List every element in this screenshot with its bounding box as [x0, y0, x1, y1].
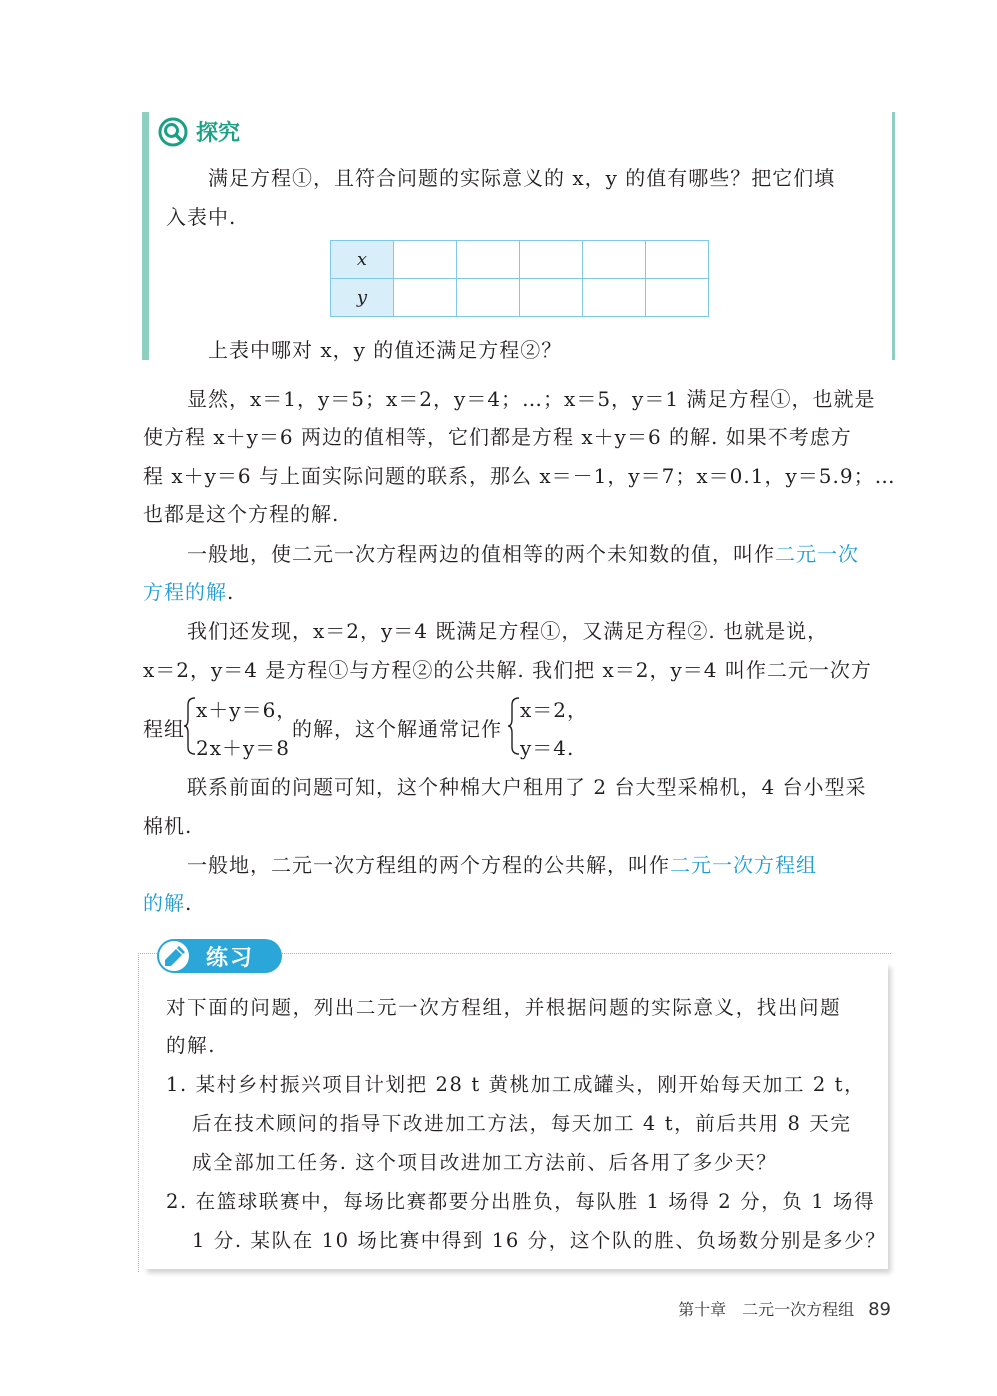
question2-line1: 2. 在篮球联赛中，每场比赛都要分出胜负，每队胜 1 场得 2 分，负 1 场得 [166, 1190, 876, 1213]
table-row [331, 241, 709, 279]
table-cell [646, 241, 709, 279]
para3-line2: x＝2，y＝4 是方程①与方程②的公共解. 我们把 x＝2，y＝4 叫作二元一次方 [143, 658, 872, 682]
table-cell [583, 241, 646, 279]
para2-line2 [143, 576, 234, 605]
row-header-y: y [331, 279, 394, 317]
table-row [331, 279, 709, 317]
table-cell [457, 279, 520, 317]
term-solution-b: 方程的解 [143, 580, 227, 604]
table-cell [394, 241, 457, 279]
para3-line1: 我们还发现，x＝2，y＝4 既满足方程①，又满足方程②. 也就是说， [187, 619, 829, 643]
para5-line2 [143, 887, 192, 916]
explore-box [142, 112, 895, 360]
table-cell [520, 279, 583, 317]
practice-title: 练习 [206, 945, 255, 971]
para5-line1 [187, 849, 817, 878]
page-footer [678, 1297, 891, 1320]
table-cell [583, 279, 646, 317]
table-cell [520, 241, 583, 279]
value-table [330, 240, 709, 317]
left-brace-icon [183, 697, 197, 755]
explore-question: 上表中哪对 x，y 的值还满足方程②？ [208, 338, 563, 362]
table-cell [646, 279, 709, 317]
practice-intro-line2: 的解. [166, 1034, 216, 1057]
para2-line1 [187, 538, 859, 567]
sys-mid: 的解，这个解通常记作 [292, 717, 502, 741]
para1-line2: 使方程 x＋y＝6 两边的值相等，它们都是方程 x＋y＝6 的解. 如果不考虑方 [143, 425, 852, 449]
explore-title: 探究 [196, 121, 241, 146]
para1-line4: 也都是这个方程的解. [143, 502, 340, 526]
para2-text: 一般地，使二元一次方程两边的值相等的两个未知数的值，叫作 [187, 542, 775, 566]
table-cell [394, 279, 457, 317]
pencil-icon [156, 938, 192, 974]
para4-line1: 联系前面的问题可知，这个种棉大户租用了 2 台大型采棉机，4 台小型采 [187, 775, 867, 799]
sys-prefix: 程组 [143, 717, 185, 741]
question1-line1: 1. 某村乡村振兴项目计划把 28 t 黄桃加工成罐头，刚开始每天加工 2 t， [166, 1073, 866, 1096]
explore-right-bar [892, 112, 895, 360]
term-system-solution-b: 的解 [143, 891, 185, 915]
question2-line2: 1 分. 某队在 10 场比赛中得到 16 分，这个队的胜、负场数分别是多少？ [192, 1229, 887, 1252]
sol-eq2: y＝4. [520, 736, 575, 760]
explore-text-line2: 入表中. [166, 205, 237, 229]
question1-line2: 后在技术顾问的指导下改进加工方法，每天加工 4 t，前后共用 8 天完 [192, 1112, 852, 1135]
explore-text-line1: 满足方程①，且符合问题的实际意义的 x，y 的值有哪些？把它们填 [208, 166, 836, 190]
left-brace-icon [507, 697, 521, 755]
sys-eq2: 2x＋y＝8 [196, 736, 291, 760]
practice-intro-line1: 对下面的问题，列出二元一次方程组，并根据问题的实际意义，找出问题 [166, 996, 842, 1019]
magnifier-icon [158, 117, 188, 147]
para2-end: . [227, 580, 235, 604]
sol-eq1: x＝2， [520, 698, 589, 722]
term-solution-a: 二元一次 [775, 542, 859, 566]
question1-line3: 成全部加工任务. 这个项目改进加工方法前、后各用了多少天？ [192, 1151, 778, 1174]
row-header-x: x [331, 241, 394, 279]
explore-heading [158, 116, 240, 147]
explore-left-bar [142, 112, 149, 360]
para1-line3: 程 x＋y＝6 与上面实际问题的联系，那么 x＝－1，y＝7；x＝0.1，y＝5.9；… [143, 464, 896, 488]
para5-end: . [185, 891, 193, 915]
chapter-label: 第十章 二元一次方程组 [678, 1300, 855, 1319]
para5-text: 一般地，二元一次方程组的两个方程的公共解，叫作 [187, 853, 670, 877]
term-system-solution-a: 二元一次方程组 [670, 853, 817, 877]
para1-line1: 显然，x＝1，y＝5；x＝2，y＝4；…；x＝5，y＝1 满足方程①，也就是 [187, 387, 876, 411]
para4-line2: 棉机. [143, 814, 193, 838]
page-number: 89 [868, 1299, 891, 1320]
sys-eq1: x＋y＝6， [196, 698, 298, 722]
table-cell [457, 241, 520, 279]
